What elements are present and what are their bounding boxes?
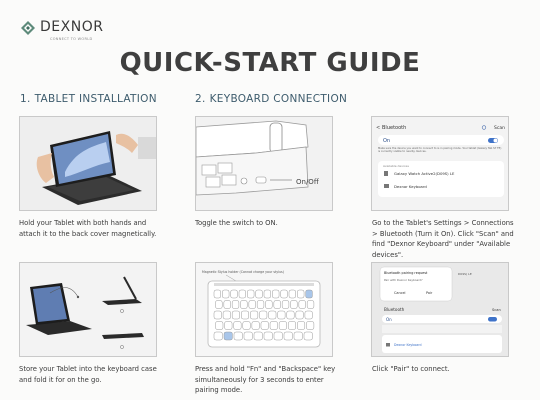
step-caption: Press and hold "Fn" and "Backspace" key simultaneously for 3 seconds to enter pairing mode.: [195, 365, 336, 394]
keyboard-key: [214, 311, 221, 319]
pair-dialog-body: Pair with Dexnor Keyboard?: [384, 278, 423, 282]
keyboard-key: [287, 311, 294, 319]
keyboard-key: [224, 332, 232, 340]
keyboard-key: [266, 301, 273, 309]
keyboard-key: [222, 290, 229, 298]
scan-button[interactable]: Scan: [492, 308, 501, 312]
keyboard-key: [264, 290, 271, 298]
keyboard-key: [214, 332, 222, 340]
keyboard-icon: [386, 343, 390, 347]
keyboard-key: [274, 301, 281, 309]
keyboard-key: [261, 322, 268, 330]
keyboard-key: [305, 311, 312, 319]
step-caption: Click "Pair" to connect.: [372, 365, 450, 373]
step-image-bluetooth-settings: [371, 116, 509, 211]
keyboard-illustration: [196, 263, 333, 357]
keyboard-key: [234, 322, 241, 330]
switch-label: On/Off: [296, 178, 319, 186]
keyboard-key: [214, 290, 221, 298]
bt-description: Make sure the device you want to connect to is in pairing mode. Your tablet (Galaxy Tab S7 FE) is currently visible to nearby devices.: [378, 147, 502, 154]
fold-illustration: [20, 263, 157, 357]
step-caption: Store your Tablet into the keyboard case and fold it for on the go.: [19, 365, 157, 384]
tablet-attach-illustration: [20, 117, 157, 211]
power-switch-illustration: [196, 117, 333, 211]
scan-button: Scan: [494, 126, 505, 131]
keyboard-key: [216, 322, 223, 330]
step-image-power-switch: [195, 116, 333, 211]
keyboard-key: [270, 322, 277, 330]
keyboard-key: [250, 311, 257, 319]
bt-on-label: On: [386, 317, 392, 322]
keyboard-key: [244, 332, 252, 340]
keyboard-key: [231, 290, 238, 298]
keyboard-key: [216, 301, 223, 309]
pair-dialog-title: Bluetooth pairing request: [384, 271, 428, 275]
keyboard-key: [306, 290, 313, 298]
step-image-pair-dialog: [371, 262, 509, 357]
bt-on-label: On: [383, 138, 391, 144]
step-image-attach-tablet: [19, 116, 157, 211]
keyboard-key: [241, 311, 248, 319]
keyboard-key: [282, 301, 289, 309]
step-image-store-fold: [19, 262, 157, 357]
keyboard-icon: [384, 184, 389, 188]
keyboard-key: [241, 301, 248, 309]
keyboard-key: [272, 290, 279, 298]
brand-logo: [20, 20, 103, 36]
step-caption: Toggle the switch to ON.: [195, 219, 278, 227]
keyboard-key: [304, 332, 312, 340]
section-heading-keyboard: [195, 93, 347, 105]
keyboard-key: [299, 301, 306, 309]
keyboard-key: [297, 322, 304, 330]
keyboard-key: [224, 301, 231, 309]
section-number: 1.: [20, 93, 31, 105]
keyboard-key: [259, 311, 266, 319]
keyboard-key: [247, 290, 254, 298]
keyboard-key: [279, 322, 286, 330]
bt-header: Bluetooth: [382, 125, 407, 131]
device-watch: Galaxy Watch Active2(D09S) LE: [394, 171, 455, 176]
keyboard-key: [257, 301, 264, 309]
section-number: 2.: [195, 93, 206, 105]
keyboard-key: [249, 301, 256, 309]
pair-dialog-screen: [372, 263, 509, 357]
keyboard-key: [252, 322, 259, 330]
keyboard-key: [307, 301, 314, 309]
keyboard-key: [264, 332, 272, 340]
stylus-holder-hint: Magnetic Stylus holder (Cannot charge your stylus): [202, 270, 284, 274]
brand-tagline: CONNECT TO WORLD: [50, 37, 93, 41]
bt-header: Bluetooth: [384, 307, 405, 312]
keyboard-key: [234, 332, 242, 340]
section-label: KEYBOARD CONNECTION: [209, 93, 348, 105]
keyboard-key: [296, 311, 303, 319]
keyboard-key: [232, 301, 239, 309]
watch-icon: [384, 171, 388, 176]
keyboard-key: [291, 301, 298, 309]
step-caption: Go to the Tablet's Settings > Connections > Bluetooth (Turn it On). Click "Scan" and find "Dexnor Keyboard" under "Available devices".: [372, 219, 514, 259]
available-devices-heading: Available devices: [383, 164, 409, 168]
dexnor-logo-icon: [20, 20, 36, 36]
cancel-button[interactable]: Cancel: [394, 291, 406, 295]
back-arrow-icon: <: [376, 125, 381, 131]
section-heading-tablet: [20, 93, 157, 105]
keyboard-key: [284, 332, 292, 340]
section-label: TABLET INSTALLATION: [34, 93, 157, 105]
keyboard-key: [289, 290, 296, 298]
device-code-fragment: D09S) LE: [458, 272, 472, 276]
step-caption: Hold your Tablet with both hands and attach it to the back cover magnetically.: [19, 219, 157, 238]
device-dexnor-keyboard: Dexnor Keyboard: [394, 184, 427, 189]
keyboard-key: [239, 290, 246, 298]
bluetooth-settings-screen: [372, 117, 509, 211]
keyboard-key: [281, 290, 288, 298]
pair-button[interactable]: Pair: [426, 291, 433, 295]
page-title: QUICK-START GUIDE: [119, 48, 421, 78]
keyboard-key: [297, 290, 304, 298]
keyboard-key: [225, 322, 232, 330]
keyboard-key: [254, 332, 262, 340]
keyboard-key: [306, 322, 313, 330]
step-image-keyboard-pairing: [195, 262, 333, 357]
keyboard-key: [294, 332, 302, 340]
keyboard-key: [232, 311, 239, 319]
keyboard-key: [223, 311, 230, 319]
keyboard-key: [278, 311, 285, 319]
keyboard-key: [288, 322, 295, 330]
keyboard-key: [274, 332, 282, 340]
keyboard-key: [243, 322, 250, 330]
device-dexnor-keyboard[interactable]: Dexnor Keyboard: [394, 343, 422, 347]
keyboard-key: [256, 290, 263, 298]
keyboard-key: [269, 311, 276, 319]
brand-name: DEXNOR: [40, 19, 104, 35]
